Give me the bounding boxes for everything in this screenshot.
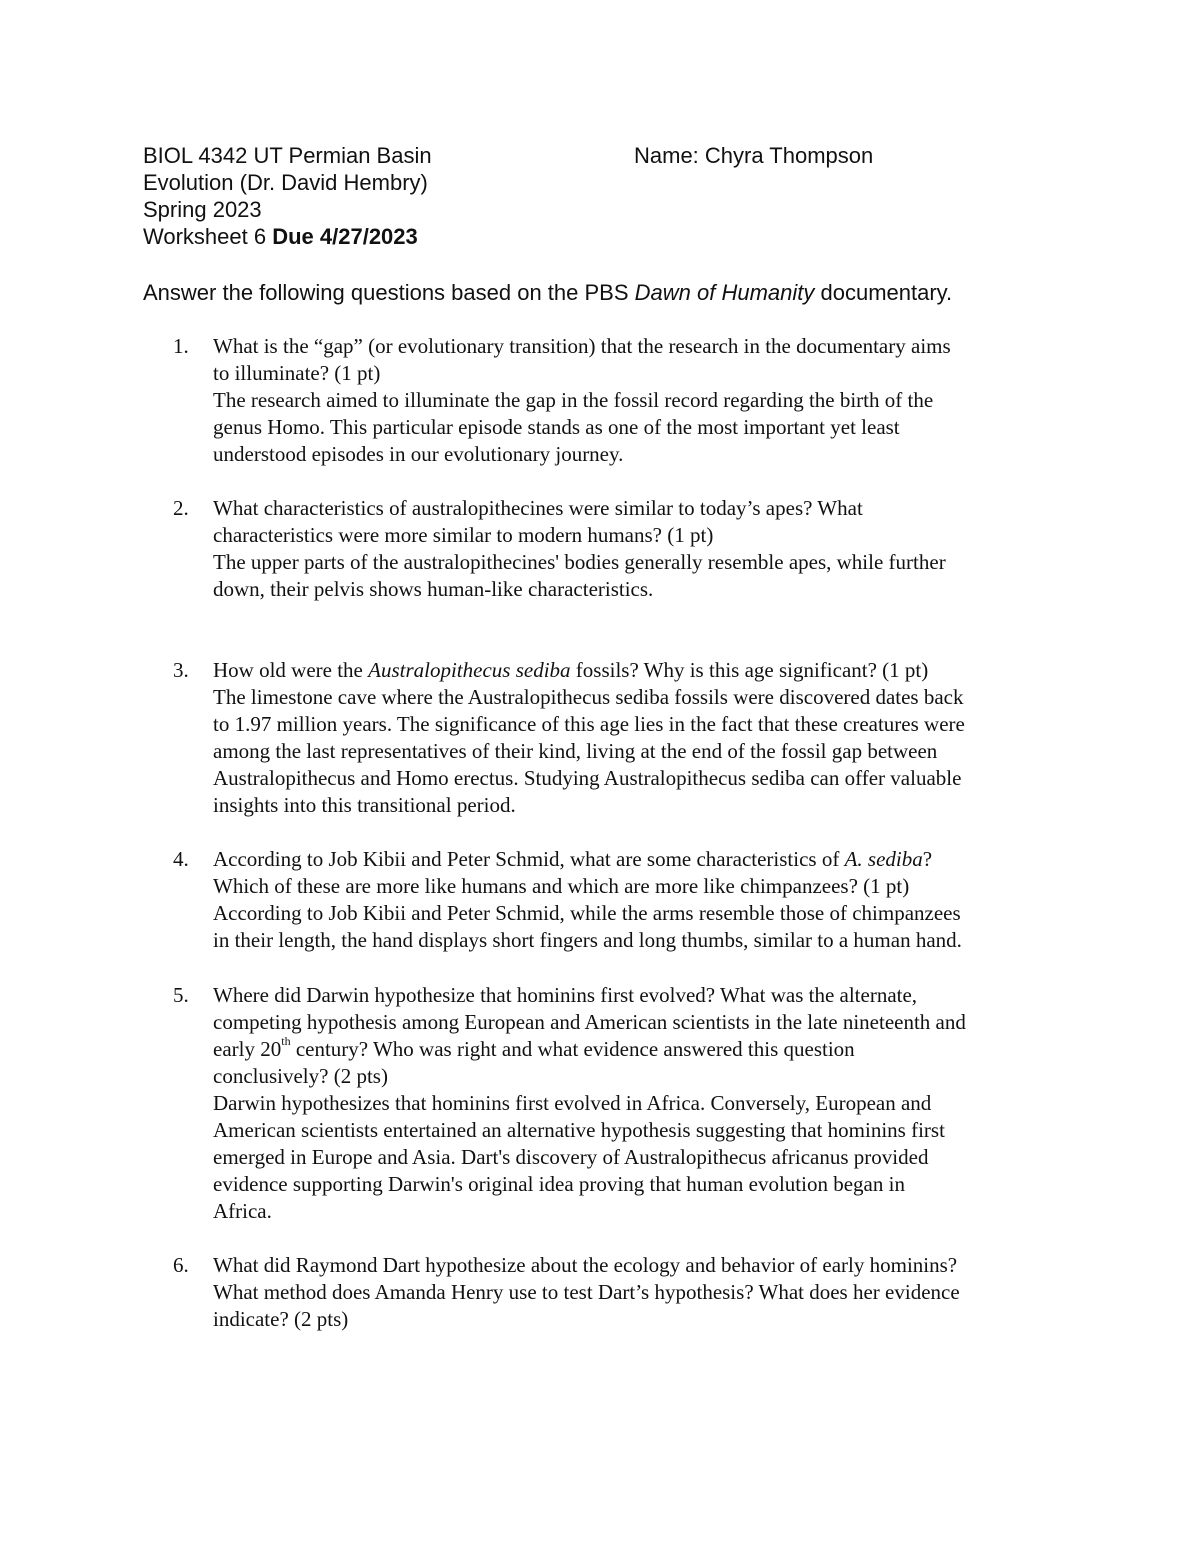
instructions-after: documentary. [814,280,953,305]
question-text-line: conclusively? (2 pts) [213,1064,388,1088]
question-body [213,495,1073,603]
question-text-line [213,657,1073,684]
answer-text-line: genus Homo. This particular episode stands as one of the most important yet least [213,415,900,439]
worksheet-header [143,142,1063,250]
answer-text-line: emerged in Europe and Asia. Dart's discovery of Australopithecus africanus provided [213,1145,929,1169]
instructions [143,279,952,306]
documentary-title: Dawn of Humanity [634,280,815,305]
question-text-line: What did Raymond Dart hypothesize about the ecology and behavior of early hominins? [213,1253,958,1277]
question-text-line: What method does Amanda Henry use to test Dart’s hypothesis? What does her evidence [213,1280,960,1304]
question-text-line: What is the “gap” (or evolutionary transition) that the research in the documentary aims [213,334,951,358]
question-text-line: to illuminate? (1 pt) [213,361,381,385]
answer-text-line: According to Job Kibii and Peter Schmid, while the arms resemble those of chimpanzees [213,901,961,925]
answer-text-line: understood episodes in our evolutionary journey. [213,442,624,466]
answer-text-line: American scientists entertained an alternative hypothesis suggesting that hominins first [213,1118,945,1142]
answer-text-line: The upper parts of the australopithecines' bodies generally resemble apes, while further [213,550,946,574]
question-number: 2. [173,496,189,520]
answer-text-line: The limestone cave where the Australopithecus sediba fossils were discovered dates back [213,685,964,709]
worksheet-line [143,223,1063,250]
question-body [213,1252,1073,1333]
answer-text-line: Africa. [213,1199,272,1223]
question-text-line: Where did Darwin hypothesize that hominins first evolved? What was the alternate, [213,983,918,1007]
worksheet-label: Worksheet 6 [143,224,273,249]
student-name: Name: Chyra Thompson [634,143,874,168]
question-text-line: indicate? (2 pts) [213,1307,349,1331]
question-number: 3. [173,658,189,682]
question-text-line [213,1036,1073,1063]
answer-text-line: evidence supporting Darwin's original idea proving that human evolution began in [213,1172,905,1196]
question-text-line: Which of these are more like humans and which are more like chimpanzees? (1 pt) [213,874,910,898]
species-name: Australopithecus sediba [368,658,571,682]
answer-text-line: Darwin hypothesizes that hominins first evolved in Africa. Conversely, European and [213,1091,932,1115]
question-text-line: What characteristics of australopithecines were similar to today’s apes? What [213,496,863,520]
question-text-line: competing hypothesis among European and American scientists in the late nineteenth and [213,1010,966,1034]
question-text-part: early 20 [213,1037,282,1061]
question-body [213,846,1073,954]
course-line [143,142,1063,169]
question-text-line [213,846,1073,873]
question-body [213,657,1073,819]
question-body [213,982,1073,1225]
question-number: 6. [173,1253,189,1277]
due-date: Due 4/27/2023 [272,224,418,249]
question-text-part: How old were the [213,658,369,682]
question-text-part: fossils? Why is this age significant? (1 pt) [570,658,929,682]
question-text-line: characteristics were more similar to modern humans? (1 pt) [213,523,714,547]
question-text-part: century? Who was right and what evidence answered this question [290,1037,855,1061]
question-number: 5. [173,983,189,1007]
answer-text-line: down, their pelvis shows human-like characteristics. [213,577,654,601]
question-text-part: ? [922,847,933,871]
question-number: 1. [173,334,189,358]
term: Spring 2023 [143,197,262,222]
answer-text-line: to 1.97 million years. The significance of this age lies in the fact that these creatures were [213,712,965,736]
answer-text-line: The research aimed to illuminate the gap in the fossil record regarding the birth of the [213,388,934,412]
question-text-part: According to Job Kibii and Peter Schmid, what are some characteristics of [213,847,845,871]
course-label: BIOL 4342 UT Permian Basin [143,143,432,168]
species-name: A. sediba [844,847,923,871]
answer-text-line: among the last representatives of their kind, living at the end of the fossil gap between [213,739,938,763]
answer-text-line: Australopithecus and Homo erectus. Studying Australopithecus sediba can offer valuable [213,766,962,790]
answer-text-line: in their length, the hand displays short fingers and long thumbs, similar to a human hand. [213,928,962,952]
instructions-before: Answer the following questions based on the PBS [143,280,635,305]
ordinal-superscript: th [281,1034,291,1048]
question-number: 4. [173,847,189,871]
answer-text-line: insights into this transitional period. [213,793,516,817]
course-title: Evolution (Dr. David Hembry) [143,170,428,195]
question-body [213,333,1073,468]
